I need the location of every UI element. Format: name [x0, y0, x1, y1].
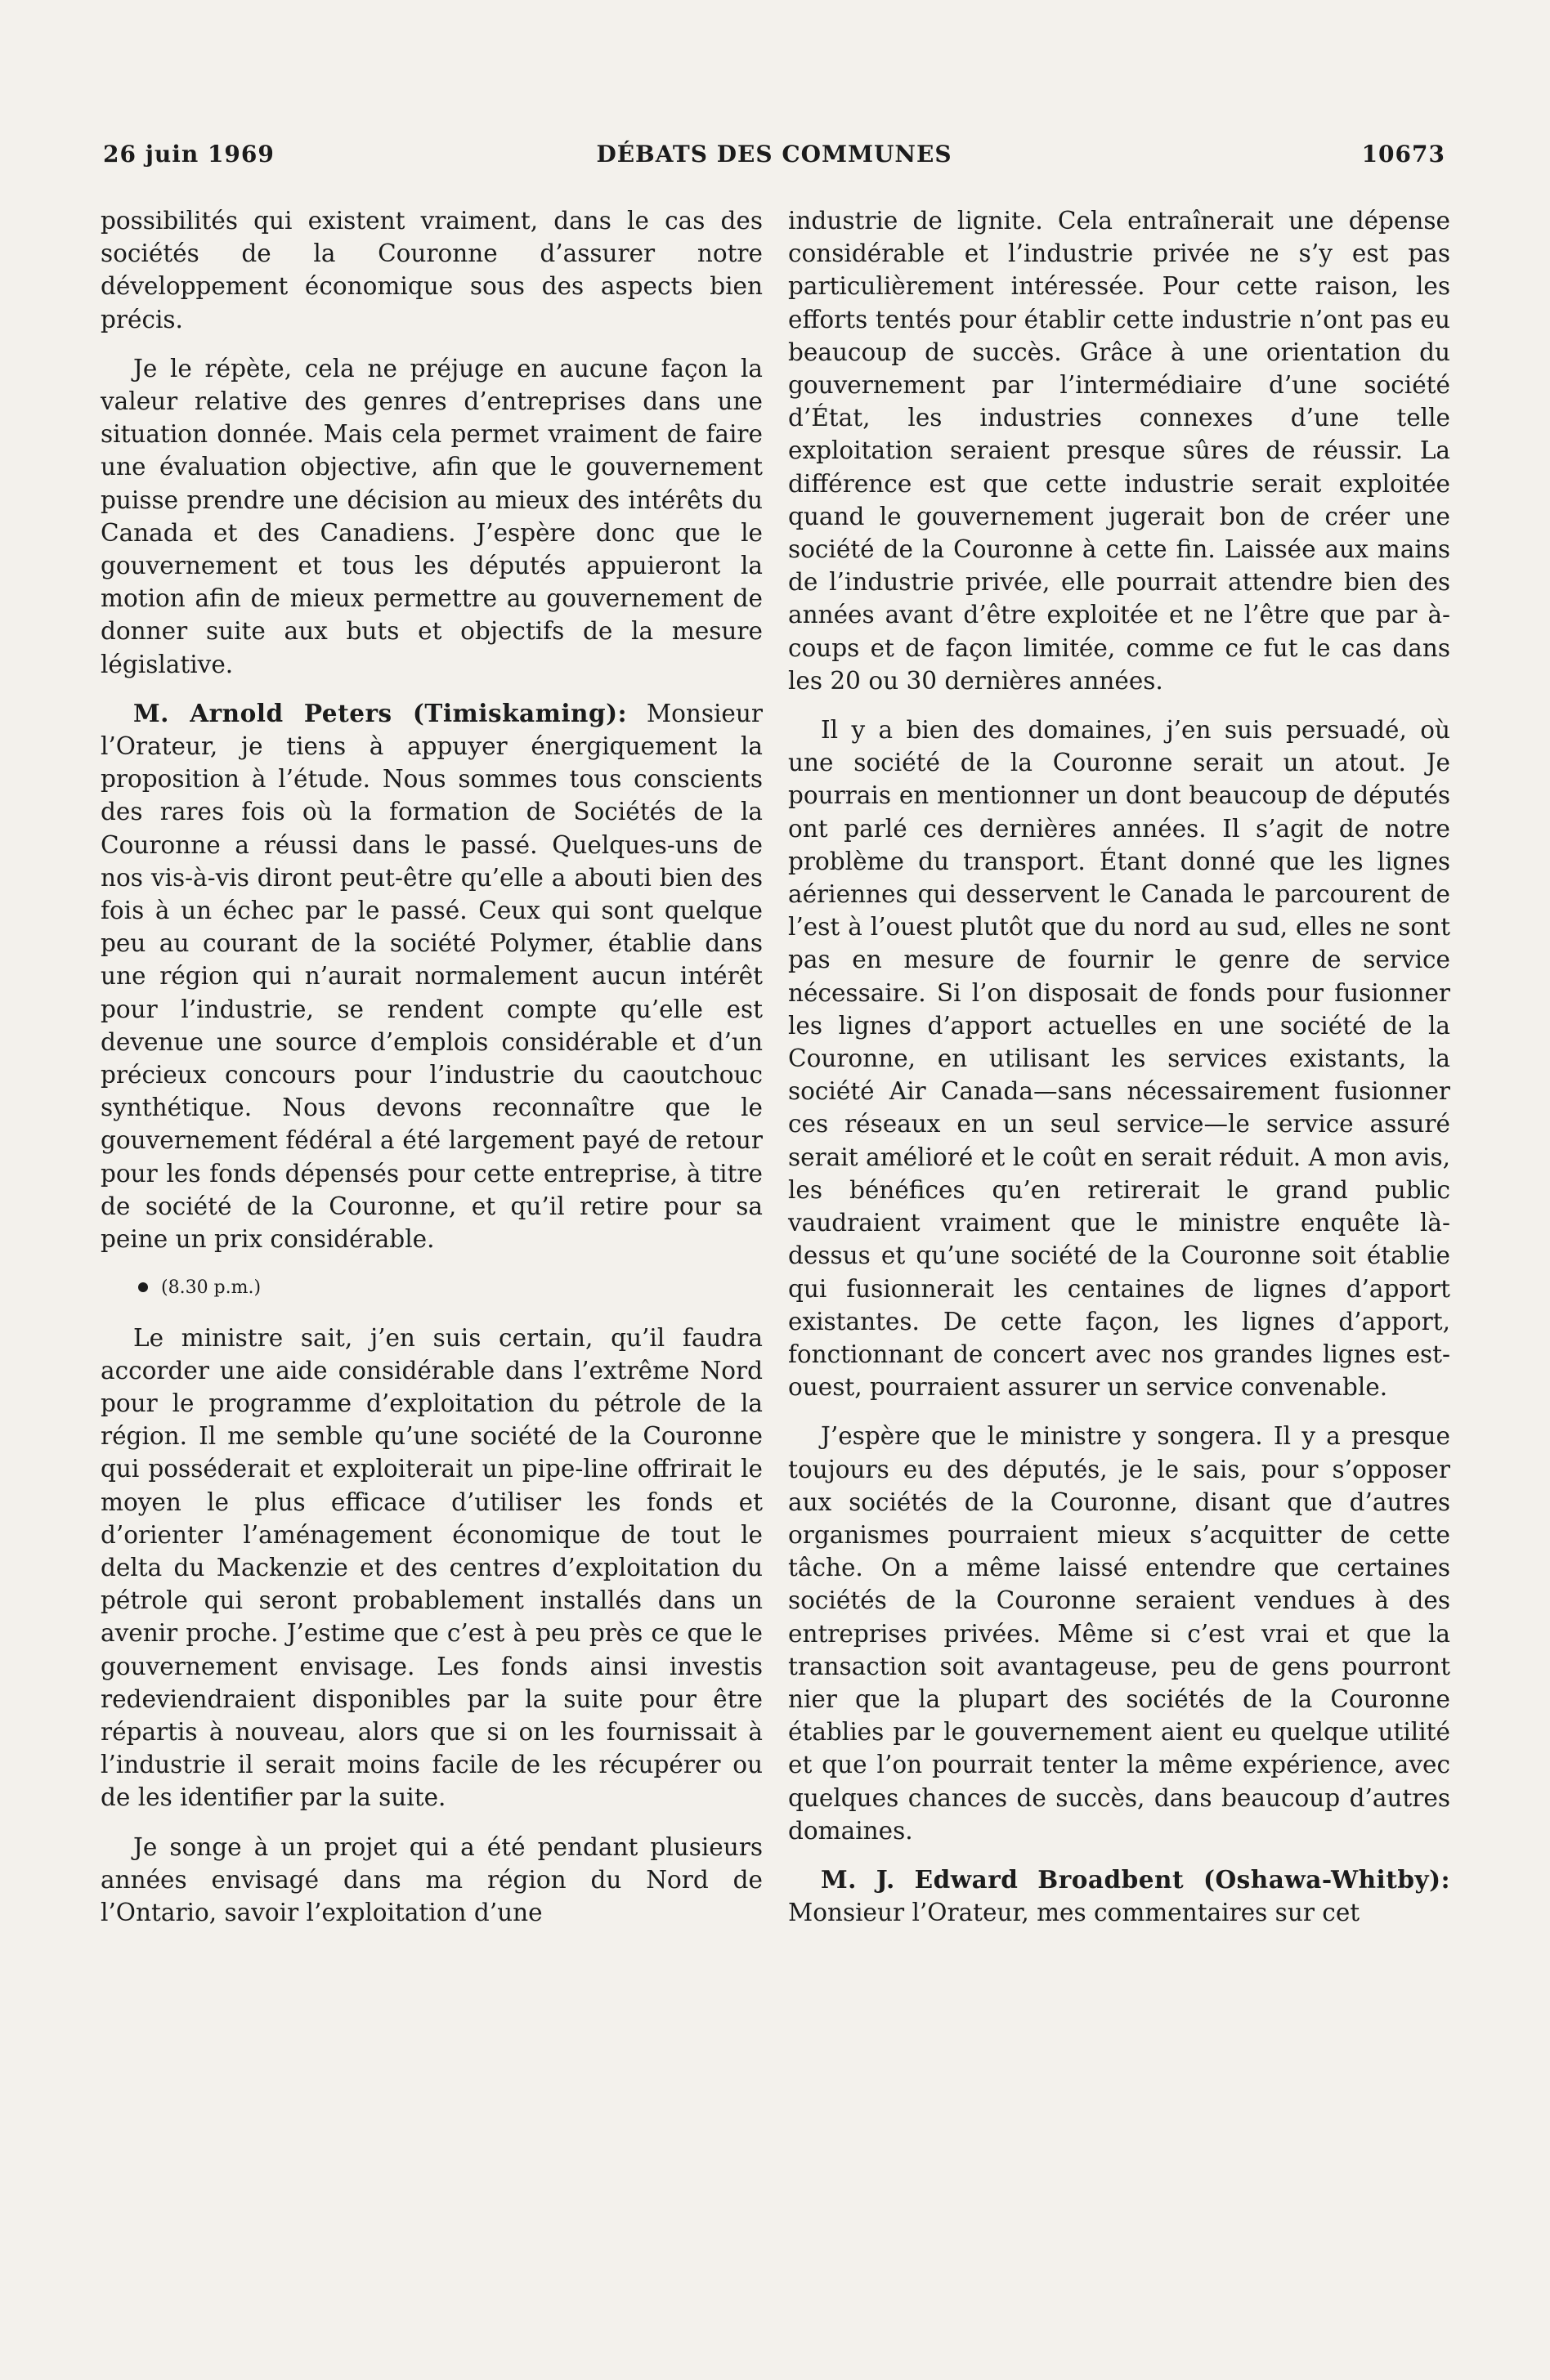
- right-column: [788, 204, 1450, 1945]
- speech-text: Monsieur l’Orateur, mes commentaires sur cet: [788, 1899, 1360, 1927]
- right-paragraph-4: [788, 1863, 1450, 1929]
- left-paragraph-4: Le ministre sait, j’en suis certain, qu’il faudra accorder une aide considérable dans l’extrême Nord pour le programme d’exploitation du pétrole de la région. Il me semble qu’une société de la Couronne qui posséderait et exploiterait un pipe-line offrirait le moyen le plus efficace d’utiliser les fonds et d’orienter l’aménagement économique de tout le delta du Mackenzie et des centres d’exploitation du pétrole qui seront probablement installés dans un avenir proche. J’estime que c’est à peu près ce que le gouvernement envisage. Les fonds ainsi investis redeviendraient disponibles par la suite pour être répartis à nouveau, alors que si on les fournissait à l’industrie il serait moins facile de les récupérer ou de les identifier par la suite.: [101, 1323, 763, 1812]
- left-paragraph-2: Je le répète, cela ne préjuge en aucune façon la valeur relative des genres d’entreprises dans une situation donnée. Mais cela permet vraiment de faire une évaluation objective, afin que le gouvernement puisse prendre une décision au mieux des intérêts du Canada et des Canadiens. J’espère donc que le gouvernement et tous les députés appuieront la motion afin de mieux permettre au gouvernement de donner suite aux buts et objectifs de la mesure législative.: [101, 354, 763, 678]
- right-paragraph-3: J’espère que le ministre y songera. Il y a presque toujours eu des députés, je le sais, pour s’opposer aux sociétés de la Couronne, disant que d’autres organismes pourraient mieux s’acquitter de cette tâche. On a même laissé entendre que certaines sociétés de la Couronne seraient vendues à des entreprises privées. Même si c’est vrai et que la transaction soit avantageuse, peu de gens pourront nier que la plupart des sociétés de la Couronne établies par le gouvernement aient eu quelque utilité et que l’on pourrait tenter la même expérience, avec quelques chances de succès, dans beaucoup d’autres domaines.: [788, 1422, 1450, 1845]
- left-column: [101, 204, 763, 1945]
- left-paragraph-1: possibilités qui existent vraiment, dans le cas des sociétés de la Couronne d’assurer notre développement économique sous des aspects bien précis.: [101, 207, 763, 333]
- speech-text: Monsieur l’Orateur, je tiens à appuyer énergiquement la proposition à l’étude. Nous sommes tous conscients des rares fois où la formation de Sociétés de la Couronne a réussi dans le passé. Quelques-uns de nos vis-à-vis diront peut-être qu’elle a abouti bien des fois à un échec par le passé. Ceux qui sont quelque peu au courant de la société Polymer, établie dans une région qui n’aurait normalement aucun intérêt pour l’industrie, se rendent compte qu’elle est devenue une source d’emplois considérable et d’un précieux concours pour l’industrie du caoutchouc synthétique. Nous devons reconnaître que le gouvernement fédéral a été largement payé de retour pour les fonds dépensés pour cette entreprise, à titre de société de la Couronne, et qu’il retire pour sa peine un prix considérable.: [101, 699, 763, 1254]
- header-title: DÉBATS DES COMMUNES: [596, 141, 952, 168]
- timestamp: (8.30 p.m.): [161, 1277, 262, 1299]
- header-date: 26 juin 1969: [103, 141, 275, 168]
- left-paragraph-3: [101, 697, 763, 1255]
- left-paragraph-5: Je songe à un projet qui a été pendant plusieurs années envisagé dans ma région du Nord de l’Ontario, savoir l’exploitation d’une: [101, 1832, 763, 1926]
- page-header: [103, 141, 1445, 181]
- right-paragraph-1: industrie de lignite. Cela entraînerait une dépense considérable et l’industrie privée ne s’y est pas particulièrement intéressée. Pour cette raison, les efforts tentés pour établir cette industrie n’ont pas eu beaucoup de succès. Grâce à une orientation du gouvernement par l’intermédiaire d’une société d’État, les industries connexes d’une telle exploitation seraient presque sûres de réussir. La différence est que cette industrie serait exploitée quand le gouvernement jugerait bon de créer une société de la Couronne à cette fin. Laissée aux mains de l’industrie privée, elle pourrait attendre bien des années avant d’être exploitée et ne l’être que par à-coups et de façon limitée, comme ce fut le cas dans les 20 ou 30 dernières années.: [788, 207, 1450, 695]
- timestamp-line: [101, 1272, 763, 1304]
- bullet-icon: [138, 1282, 148, 1292]
- right-paragraph-2: Il y a bien des domaines, j’en suis persuadé, où une société de la Couronne serait un atout. Je pourrais en mentionner un dont beaucoup de députés ont parlé ces dernières années. Il s’agit de notre problème du transport. Étant donné que les lignes aériennes qui desservent le Canada le parcourent de l’est à l’ouest plutôt que du nord au sud, elles ne sont pas en mesure de fournir le genre de service nécessaire. Si l’on disposait de fonds pour fusionner les lignes d’apport actuelles en une société de la Couronne, en utilisant les services existants, la société Air Canada—sans nécessairement fusionner ces réseaux en un seul service—le service assuré serait amélioré et le coût en serait réduit. A mon avis, les bénéfices qu’en retirerait le grand public vaudraient vraiment que le ministre enquête là-dessus et qu’une société de la Couronne soit établie qui fusionnerait les centaines de lignes d’apport existantes. De cette façon, les lignes d’apport, fonctionnant de concert avec nos grandes lignes est-ouest, pourraient assurer un service convenable.: [788, 716, 1450, 1402]
- speaker-name: M. J. Edward Broadbent (Oshawa-Whitby):: [821, 1864, 1450, 1894]
- header-page-number: 10673: [1361, 141, 1445, 168]
- speaker-name: M. Arnold Peters (Timiskaming):: [133, 698, 627, 727]
